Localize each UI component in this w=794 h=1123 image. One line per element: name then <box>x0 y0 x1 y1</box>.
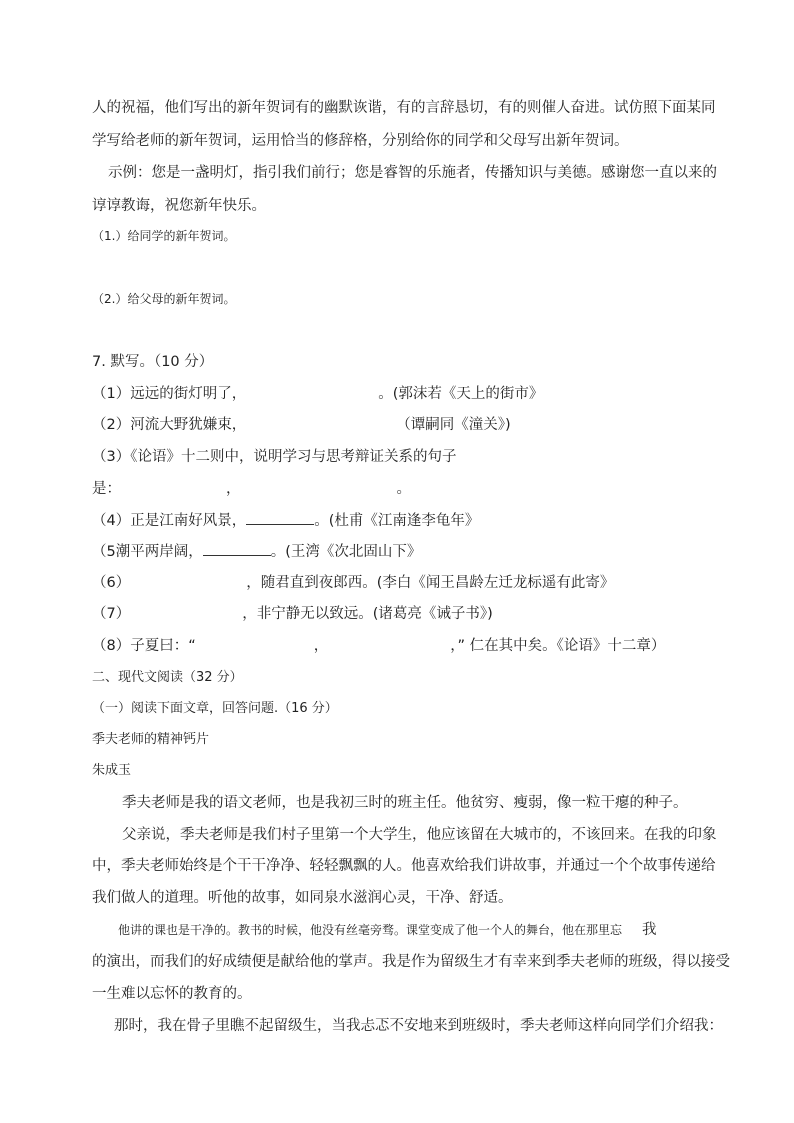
example-line-1: 示例：您是一盏明灯，指引我们前行；您是睿智的乐施者，传播知识与美德。感谢您一直以来的 <box>108 165 717 181</box>
section-2-title: 二、现代文阅读（32 分） <box>92 670 243 685</box>
paragraph-3-line-1 <box>118 920 657 940</box>
q7-item-2-a: （2）河流大野犹嫌束， <box>92 417 247 433</box>
q7-item-8-c: ，” 仁在其中矣。《论语》十二章） <box>450 638 666 654</box>
q7-title: 7. 默写。（10 分） <box>92 354 214 370</box>
q7-item-5 <box>92 542 421 562</box>
task-1 <box>92 226 235 246</box>
q7-item-3: （3）《论语》十二则中，说明学习与思考辩证关系的句子 <box>92 449 457 465</box>
q7-item-8-b: ， <box>313 638 329 654</box>
q7-item-5-b: 。(王湾《次北固山下》 <box>270 544 422 560</box>
q7-item-6 <box>92 573 614 593</box>
q7-item-7 <box>92 604 493 624</box>
intro-line-2: 学写给老师的新年贺词，运用恰当的修辞格，分别给你的同学和父母写出新年贺词。 <box>92 133 629 149</box>
fill-underline[interactable] <box>203 542 271 556</box>
task-2: （2.）给父母的新年贺词。 <box>92 292 236 306</box>
paragraph-2-line-2: 中，季夫老师始终是个干干净净、轻轻飘飘的人。他喜欢给我们讲故事，并通过一个个故事传递给 <box>92 858 716 874</box>
q7-item-8-a: （8）子夏曰：“ <box>92 638 196 654</box>
q7-item-3-c: 。 <box>396 481 411 497</box>
q7-item-4-a: （4）正是江南好风景， <box>92 513 247 529</box>
article-author: 朱成玉 <box>92 763 132 778</box>
paragraph-2-line-3: 我们做人的道理。听他的故事，如同泉水滋润心灵，干净、舒适。 <box>92 890 513 906</box>
q7-item-1-a: （1）远远的街灯明了， <box>92 386 247 402</box>
q7-item-5-a: （5潮平两岸阔， <box>92 544 203 560</box>
q7-item-8 <box>92 636 665 656</box>
task-1-text: （1.）给同学的新年贺词。 <box>92 229 236 243</box>
fill-underline[interactable] <box>246 511 314 525</box>
intro-line-1: 人的祝福，他们写出的新年贺词有的幽默诙谐，有的言辞恳切，有的则催人奋进。试仿照下面某同 <box>92 100 716 116</box>
paragraph-3-line-3: 一生难以忘怀的教育的。 <box>92 986 252 1002</box>
q7-item-7-b: ，非宁静无以致远。(诸葛亮《诫子书》) <box>242 606 493 622</box>
section-2-sub: （一）阅读下面文章，回答问题.（16 分） <box>92 701 338 716</box>
q7-item-4 <box>92 511 479 531</box>
q7-item-1-b: 。(郭沫若《天上的街市》 <box>378 386 544 402</box>
example-line-2: 谆谆教诲，祝您新年快乐。 <box>92 198 266 214</box>
q7-item-1 <box>92 384 543 404</box>
paragraph-3-line-2: 的演出，而我们的好成绩便是献给他的掌声。我是作为留级生才有幸来到季夫老师的班级，得以接受 <box>92 954 730 970</box>
q7-item-2-b: （谭嗣同《潼关》) <box>396 417 511 433</box>
q7-item-6-a: （6） <box>92 575 131 591</box>
q7-item-3-b: ， <box>226 481 241 497</box>
q7-item-3-a: 是： <box>92 481 121 497</box>
paragraph-2-line-1: 父亲说，季夫老师是我们村子里第一个大学生，他应该留在大城市的，不该回来。在我的印象 <box>122 827 717 843</box>
q7-item-4-b: 。(杜甫《江南逢李龟年》 <box>314 513 480 529</box>
paragraph-1: 季夫老师是我的语文老师，也是我初三时的班主任。他贫穷、瘦弱，像一粒干瘪的种子。 <box>122 795 688 811</box>
q7-item-6-b: ，随君直到夜郎西。(李白《闻王昌龄左迁龙标遥有此寄》 <box>246 575 615 591</box>
q7-item-7-a: （7） <box>92 606 131 622</box>
paragraph-3-line-1-tail: 我 <box>642 922 657 938</box>
q7-item-3-answer <box>92 479 411 499</box>
paragraph-3-line-1-text: 他讲的课也是干净的。教书的时候，他没有丝毫旁骛。课堂变成了他一个人的舞台，他在那里忘 <box>118 923 623 937</box>
q7-item-2 <box>92 415 511 435</box>
article-title: 季夫老师的精神钙片 <box>92 732 210 747</box>
paragraph-4: 那时，我在骨子里瞧不起留级生，当我忐忑不安地来到班级时，季夫老师这样向同学们介绍我： <box>114 1018 723 1034</box>
